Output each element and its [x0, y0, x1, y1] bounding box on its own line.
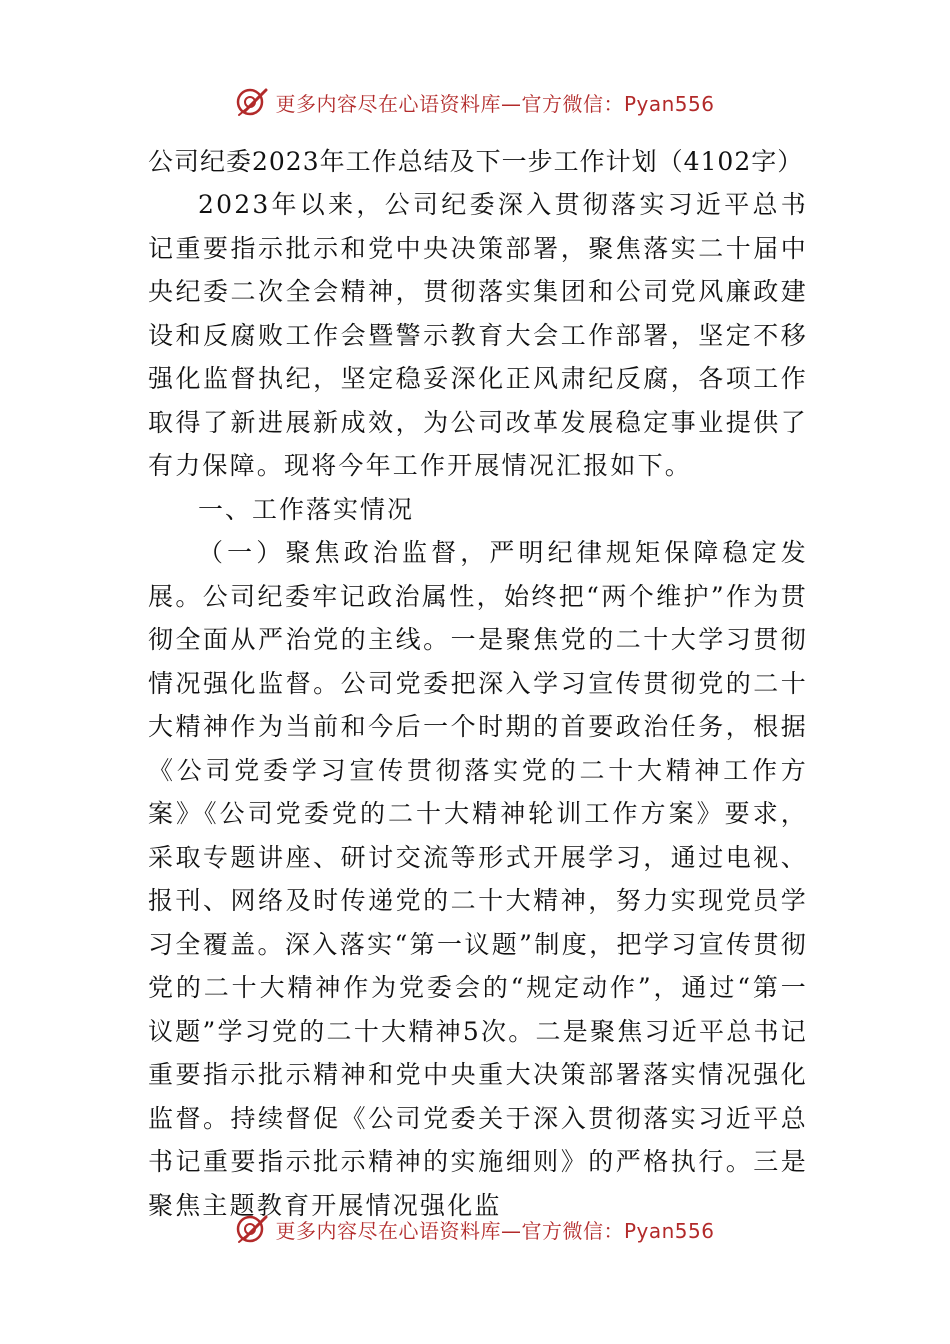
pen-circle-logo-icon — [235, 85, 269, 119]
pen-circle-logo-icon — [235, 1212, 269, 1246]
banner-text: 更多内容尽在心语资料库—官方微信：Pyan556 — [275, 91, 715, 116]
document-title: 公司纪委2023年工作总结及下一步工作计划（4102字） — [148, 147, 804, 176]
header-watermark-banner — [0, 82, 950, 122]
subsection-paragraph: （一）聚焦政治监督，严明纪律规矩保障稳定发展。公司纪委牢记政治属性，始终把“两个维护”作为贯彻全面从严治党的主线。一是聚焦党的二十大学习贯彻情况强化监督。公司党委把深入学习宣传贯彻党的二十大精神作为当前和今后一个时期的首要政治任务，根据《公司党委学习宣传贯彻落实党的二十大精神工作方案》《公司党委党的二十大精神轮训工作方案》要求，采取专题讲座、研讨交流等形式开展学习，通过电视、报刊、网络及时传递党的二十大精神，努力实现党员学习全覆盖。深入落实“第一议题”制度，把学习宣传贯彻党的二十大精神作为党委会的“规定动作”，通过“第一议题”学习党的二十大精神5次。二是聚焦习近平总书记重要指示批示精神和党中央重大决策部署落实情况强化监督。持续督促《公司党委关于深入贯彻落实习近平总书记重要指示批示精神的实施细则》的严格执行。三是聚焦主题教育开展情况强化监 — [148, 538, 808, 1220]
section-heading: 一、工作落实情况 — [198, 494, 415, 524]
footer-watermark-banner — [0, 1209, 950, 1249]
intro-paragraph: 2023年以来，公司纪委深入贯彻落实习近平总书记重要指示批示和党中央决策部署，聚焦落实二十届中央纪委二次全会精神，贯彻落实集团和公司党风廉政建设和反腐败工作会暨警示教育大会工作部署，坚定不移强化监督执纪，坚定稳妥深化正风肃纪反腐，各项工作取得了新进展新成效，为公司改革发展稳定事业提供了有力保障。现将今年工作开展情况汇报如下。 — [148, 190, 808, 480]
banner-text: 更多内容尽在心语资料库—官方微信：Pyan556 — [275, 1218, 715, 1243]
document-body — [148, 140, 808, 1227]
